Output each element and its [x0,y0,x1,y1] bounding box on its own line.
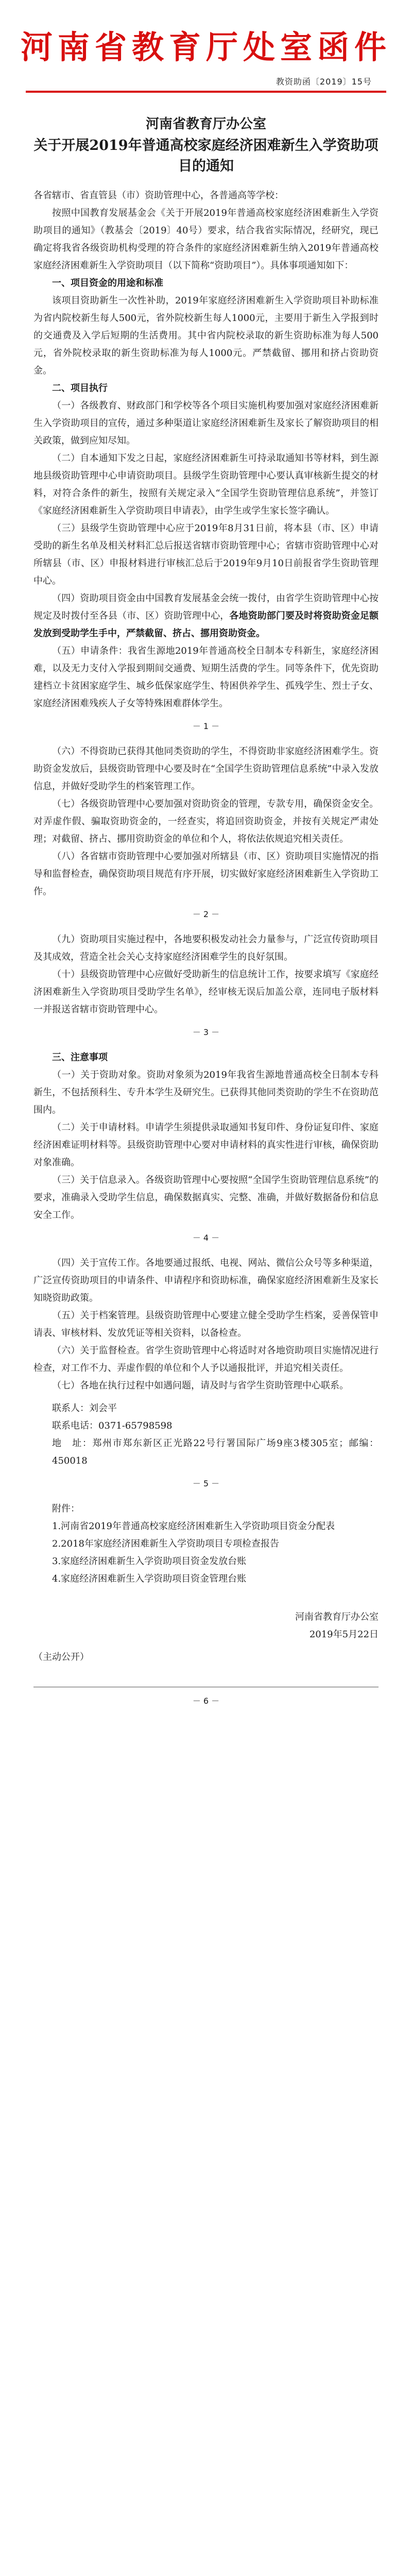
paragraph: （七）各地在执行过程中如遇问题，请及时与省学生资助管理中心联系。 [52,1380,349,1391]
paragraph: （六）不得资助已获得其他同类资助的学生，不得资助非家庭经济困难学生。资助资金发放后，县级资助管理中心要及时在“全国学生资助管理信息系统”中录入发放信息，并做好受助学生的档案管理工作。 [33,746,379,792]
paragraph [33,590,379,642]
paragraph: （十）县级资助管理中心应做好受助新生的信息统计工作，按要求填写《家庭经济困难新生入学资助项目受助学生名单》，经审核无误后加盖公章，连同电子版材料一并报送省辖市资助管理中心。 [33,969,379,1015]
letterhead [0,0,412,108]
contact-person: 联系人：刘会平 [52,1403,117,1414]
page-number: － 1 － [192,721,220,731]
closing-block [33,1608,379,1643]
issuer: 河南省教育厅办公室 [145,116,266,132]
page-number: － 6 － [192,1696,220,1706]
paragraph: （五）关于档案管理。县级资助管理中心要建立健全受助学生档案，妥善保管申请表、审核材料、发放凭证等相关资料，以备检查。 [33,1310,379,1338]
section-heading: 三、注意事项 [52,1052,108,1063]
paragraph: （五）申请条件：我省生源地2019年普通高校全日制本专科新生，家庭经济困难，以及无力支付入学报到期间交通费、短期生活费的学生。同等条件下，优先资助建档立卡贫困家庭学生、城乡低保家庭学生、特困供养学生、孤残学生、烈士子女、家庭经济困难残疾人子女等特殊困难群体学生。 [33,646,379,709]
section-heading: 一、项目资金的用途和标准 [52,278,163,289]
paragraph-text: （四）资助项目资金由中国教育发展基金会统一拨付，由省学生资助管理中心按规定及时拨付至各县（市、区）资助管理中心， [33,593,379,621]
notice-title: 关于开展2019年普通高校家庭经济困难新生入学资助项目的通知 [33,138,379,174]
contact-phone: 联系电话：0371-65798598 [52,1420,173,1431]
page-number: － 2 － [192,909,220,919]
attachment-item: 2.2018年家庭经济困难新生入学资助项目专项检查报告 [52,1538,279,1549]
attachment-item: 3.家庭经济困难新生入学资助项目资金发放台账 [52,1556,247,1567]
page-number: － 5 － [192,1479,220,1488]
paragraph: （三）县级学生资助管理中心应于2019年8月31日前，将本县（市、区）申请受助的新生名单及相关材料汇总后报送省辖市资助管理中心；省辖市资助管理中心对所辖县（市、区）申报材料进行审核汇总后于2019年9月10日前报省学生资助管理中心。 [33,523,379,586]
paragraph: （二）自本通知下发之日起，家庭经济困难新生可持录取通知书等材料，到生源地县级资助管理中心申请资助项目。县级学生资助管理中心要认真审核新生提交的材料，对符合条件的新生，按照有关规定录入“全国学生资助管理信息系统”，并签订《家庭经济困难新生入学资助项目申请表》，由学生或学生家长签字确认。 [33,453,379,516]
attachment-item: 1.河南省2019年普通高校家庭经济困难新生入学资助项目资金分配表 [52,1521,335,1532]
paragraph: （六）关于监督检查。省学生资助管理中心将适时对各地资助项目实施情况进行检查，对工作不力、弄虚作假的单位和个人予以通报批评，并追究相关责任。 [33,1345,379,1374]
paragraph: （一）各级教育、财政部门和学校等各个项目实施机构要加强对家庭经济困难新生入学资助项目的宣传，通过多种渠道让家庭经济困难新生及家长了解资助项目的相关政策，做到应知尽知。 [33,400,379,446]
paragraph: 该项目资助新生一次性补助，2019年家庭经济困难新生入学资助项目补助标准为省内院校新生每人500元，省外院校新生每人1000元，主要用于新生入学报到时的交通费及入学后短期的生活费用。其中省内院校录取的新生资助标准为每人500元，省外院校录取的新生资助标准为每人1000元。严禁截留、挪用和挤占资助资金。 [33,295,379,376]
page-number: － 4 － [192,1233,220,1243]
section-heading: 二、项目执行 [52,383,108,394]
salutation: 各省辖市、省直管县（市）资助管理中心，各普通高等学校： [33,190,284,201]
attachment-item: 4.家庭经济困难新生入学资助项目资金管理台账 [52,1573,247,1584]
paragraph: （八）各省辖市资助管理中心要加强对所辖县（市、区）资助项目实施情况的指导和监督检查，确保资助项目规范有序开展，切实做好家庭经济困难新生入学资助工作。 [33,851,379,897]
document-number: 教资助函〔2019〕15号 [276,77,372,87]
paragraph: （九）资助项目实施过程中，各地要积极发动社会力量参与，广泛宣传资助项目及其成效，营造全社会关心支持家庭经济困难学生的良好氛围。 [33,934,379,962]
paragraph: （三）关于信息录入。各级资助管理中心要按照“全国学生资助管理信息系统”的要求，准确录入受助学生信息，确保数据真实、完整、准确，并做好数据备份和信息安全工作。 [33,1175,379,1221]
attachments-label: 附件： [52,1503,80,1514]
paragraph: （一）关于资助对象。资助对象须为2019年我省生源地普通高校全日制本专科新生，不包括预科生、专升本学生及研究生。已获得其他同类资助的学生不在资助范围内。 [33,1070,379,1115]
contact-address: 地 址：郑州市郑东新区正光路22号行署国际广场9座3楼305室；邮编：450018 [52,1438,379,1466]
page-number: － 3 － [192,1027,220,1037]
document-body [33,113,379,1718]
paragraph: （二）关于申请材料。申请学生须提供录取通知书复印件、身份证复印件、家庭经济困难证明材料等。县级资助管理中心要对申请材料的真实性进行审核，确保资助对象准确。 [33,1122,379,1168]
paragraph: （七）各级资助管理中心要加强对资助资金的管理，专款专用，确保资金安全。对弄虚作假、骗取资助资金的，一经查实，将追回资助资金，并按有关规定严肃处理；对截留、挤占、挪用资助资金的单位和个人，将依法依规追究相关责任。 [33,799,379,844]
disclosure-note: （主动公开） [33,1652,89,1663]
letterhead-title: 河南省教育厅处室函件 [20,28,391,66]
paragraph: 按照中国教育发展基金会《关于开展2019年普通高校家庭经济困难新生入学资助项目的通知》（教基会〔2019〕40号）要求，结合我省实际情况，经研究，现已确定将我省各级资助机构受理的符合条件的家庭经济困难新生纳入2019年普通高校家庭经济困难新生入学资助项目（以下简称“资助项目”）。具体事项通知如下： [33,208,379,271]
paragraph: （四）关于宣传工作。各地要通过报纸、电视、网站、微信公众号等多种渠道，广泛宣传资助项目的申请条件、申请程序和资助标准，确保家庭经济困难新生及家长知晓资助政策。 [33,1258,379,1303]
closing-date: 2019年5月22日 [309,1629,379,1640]
attachments-list [33,1500,379,1588]
red-rule [26,91,386,93]
bold-emphasis: 各地资助部门要及时将资助资金足额发放到受助学生手中，严禁截留、挤占、挪用资助资金。 [33,611,379,639]
closing-issuer: 河南省教育厅办公室 [295,1612,379,1622]
contact-block [33,1400,379,1470]
